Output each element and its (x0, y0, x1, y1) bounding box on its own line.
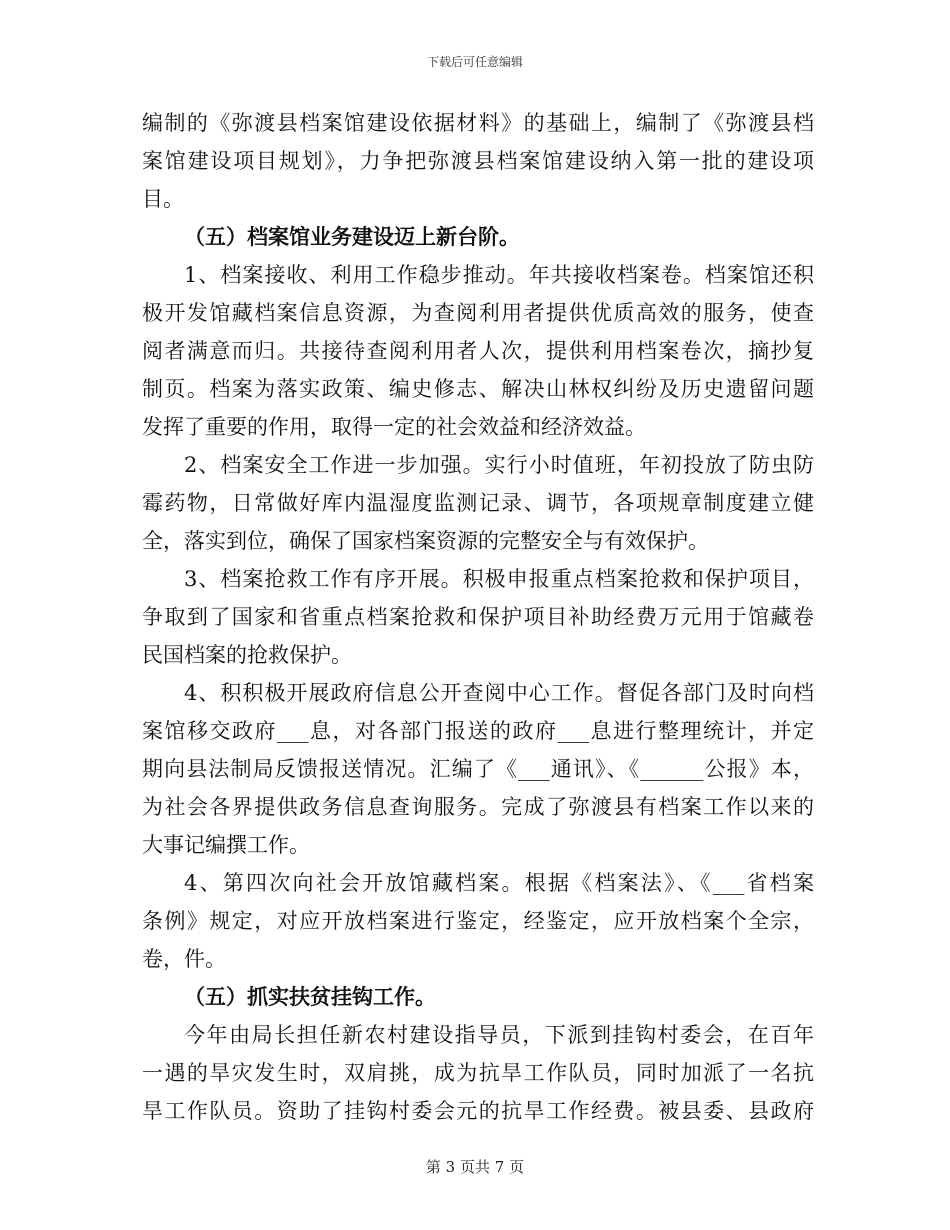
paragraph-line: 4、第四次向社会开放馆藏档案。根据《档案法》、《___省档案 (184, 871, 814, 895)
paragraph-line: 卷，件。 (142, 947, 226, 971)
paragraph-line: 3、档案抢救工作有序开展。积极申报重点档案抢救和保护项目， (184, 567, 814, 591)
section-heading: （五）档案馆业务建设迈上新台阶。 (184, 224, 520, 249)
paragraph-line: 案馆移交政府___息，对各部门报送的政府___息进行整理统计，并定 (142, 719, 814, 743)
paragraph-line: 全，落实到位，确保了国家档案资源的完整安全与有效保护。 (142, 529, 709, 553)
page-header: 下载后可任意编辑 (426, 55, 523, 69)
paragraph-line: 为社会各界提供政务信息查询服务。完成了弥渡县有档案工作以来的 (142, 795, 814, 819)
paragraph-line: 民国档案的抢救保护。 (142, 643, 352, 667)
paragraph-line: 目。 (142, 187, 184, 211)
paragraph-line: 发挥了重要的作用，取得一定的社会效益和经济效益。 (142, 415, 646, 439)
paragraph-line: 阅者满意而归。共接待查阅利用者人次，提供利用档案卷次，摘抄复 (142, 339, 814, 363)
body-text (142, 104, 814, 1130)
paragraph-line: 期向县法制局反馈报送情况。汇编了《___通讯》、《______公报》本， (142, 757, 814, 781)
paragraph-line: 案馆建设项目规划》，力争把弥渡县档案馆建设纳入第一批的建设项 (142, 149, 814, 173)
paragraph-line: 今年由局长担任新农村建设指导员，下派到挂钩村委会，在百年 (184, 1023, 814, 1047)
paragraph-line: 2、档案安全工作进一步加强。实行小时值班，年初投放了防虫防 (184, 453, 814, 477)
paragraph-line: 大事记编撰工作。 (142, 833, 310, 857)
paragraph-line: 1、档案接收、利用工作稳步推动。年共接收档案卷。档案馆还积 (184, 263, 814, 287)
page-footer: 第 3 页共 7 页 (425, 1158, 525, 1176)
paragraph-line: 条例》规定，对应开放档案进行鉴定，经鉴定，应开放档案个全宗， (142, 909, 814, 933)
paragraph-line: 霉药物，日常做好库内温湿度监测记录、调节，各项规章制度建立健 (142, 491, 814, 515)
paragraph-line: 争取到了国家和省重点档案抢救和保护项目补助经费万元用于馆藏卷 (142, 605, 814, 629)
paragraph-line: 制页。档案为落实政策、编史修志、解决山林权纠纷及历史遗留问题 (142, 377, 814, 401)
paragraph-line: 一遇的旱灾发生时，双肩挑，成为抗旱工作队员，同时加派了一名抗 (142, 1061, 814, 1085)
paragraph-line: 旱工作队员。资助了挂钩村委会元的抗旱工作经费。被县委、县政府 (142, 1099, 814, 1123)
paragraph-line: 4、积积极开展政府信息公开查阅中心工作。督促各部门及时向档 (184, 681, 814, 705)
section-heading: （五）抓实扶贫挂钩工作。 (184, 984, 436, 1009)
paragraph-line: 极开发馆藏档案信息资源，为查阅利用者提供优质高效的服务，使查 (142, 301, 814, 325)
paragraph-line: 编制的《弥渡县档案馆建设依据材料》的基础上，编制了《弥渡县档 (142, 111, 814, 135)
